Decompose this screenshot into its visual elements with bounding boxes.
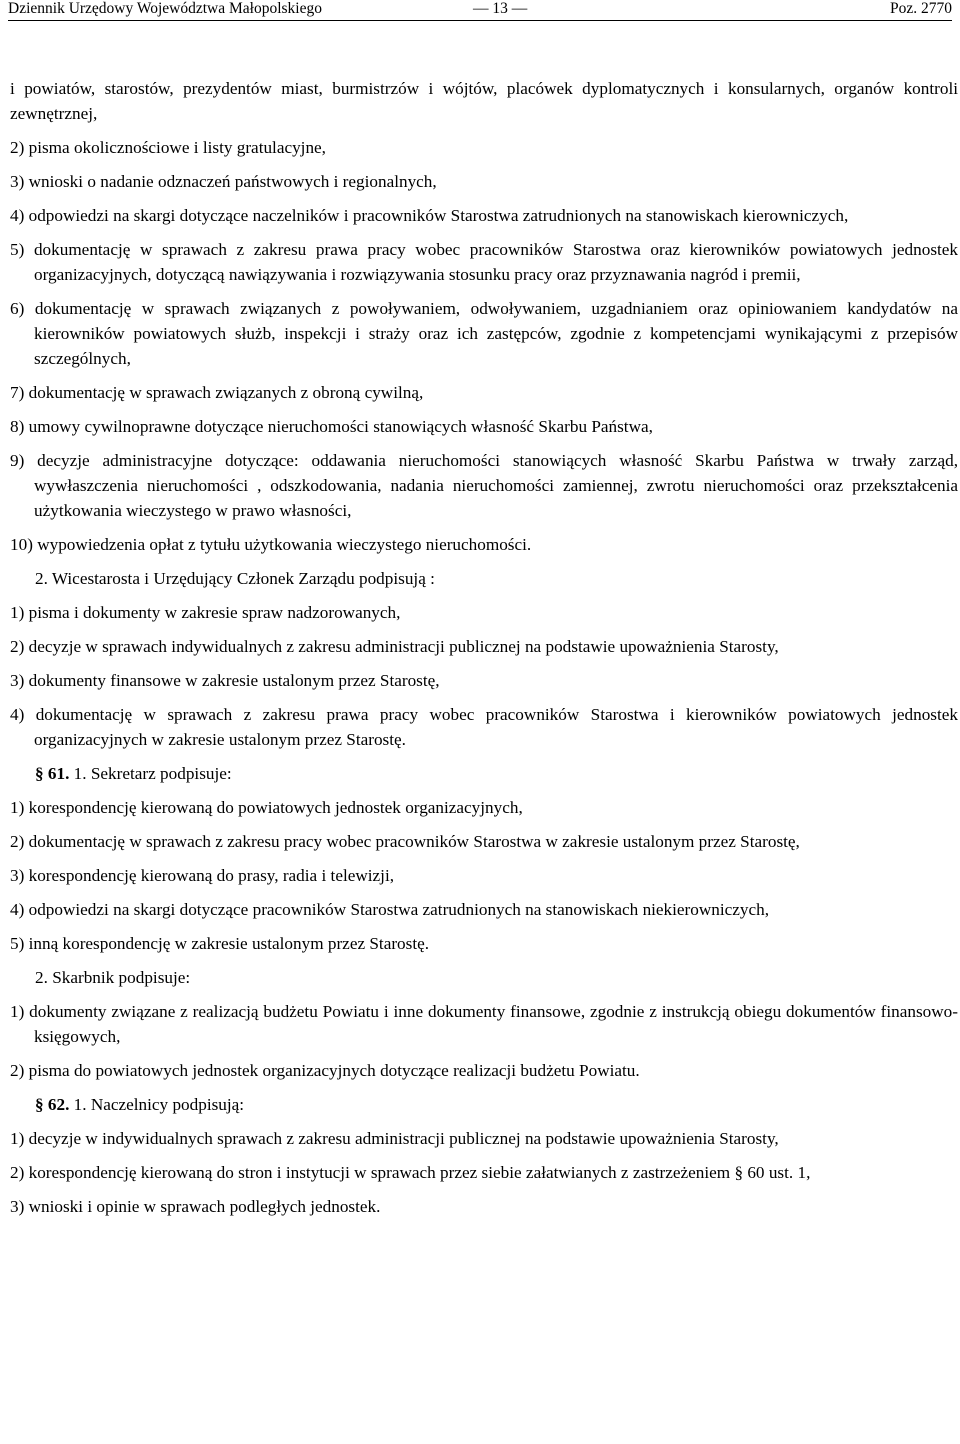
list-item: 5) inną korespondencję w zakresie ustalonym przez Starostę. — [10, 934, 430, 953]
list-item: 2) pisma okolicznościowe i listy gratulacyjne, — [10, 138, 326, 157]
list-item: 8) umowy cywilnoprawne dotyczące nieruchomości stanowiących własność Skarbu Państwa, — [10, 417, 653, 436]
list-item: 3) dokumenty finansowe w zakresie ustalonym przez Starostę, — [10, 671, 440, 690]
list-item: 1) dokumenty związane z realizacją budżetu Powiatu i inne dokumenty finansowe, zgodnie z instrukcją obiegu dokumentów finansowo-księgowych, — [10, 1002, 958, 1046]
section-text: 1. Naczelnicy podpisują: — [73, 1095, 245, 1114]
page-header — [8, 0, 952, 21]
list-item: 3) korespondencję kierowaną do prasy, radia i telewizji, — [10, 866, 395, 885]
list-item: 7) dokumentację w sprawach związanych z obroną cywilną, — [10, 383, 424, 402]
list-item: 1) korespondencję kierowaną do powiatowych jednostek organizacyjnych, — [10, 798, 523, 817]
list-item: 4) odpowiedzi na skargi dotyczące naczelników i pracowników Starostwa zatrudnionych na stanowiskach kierowniczych, — [10, 206, 849, 225]
journal-title: Dziennik Urzędowy Województwa Małopolskiego — [8, 0, 322, 17]
section-number: § 62. — [35, 1095, 70, 1114]
section-62-heading — [10, 1092, 958, 1117]
list-item: 2) decyzje w sprawach indywidualnych z zakresu administracji publicznej na podstawie upoważnienia Starosty, — [10, 637, 779, 656]
document-body — [10, 76, 958, 1228]
list-item: 2) korespondencję kierowaną do stron i instytucji w sprawach przez siebie załatwianych z zastrzeżeniem § 60 ust. 1, — [10, 1163, 811, 1182]
list-item: 2) dokumentację w sprawach z zakresu pracy wobec pracowników Starostwa w zakresie ustalonym przez Starostę, — [10, 832, 800, 851]
list-item: 2) pisma do powiatowych jednostek organizacyjnych dotyczące realizacji budżetu Powiatu. — [10, 1061, 640, 1080]
section-paragraph: 2. Wicestarosta i Urzędujący Członek Zarządu podpisują : — [35, 569, 435, 588]
list-item: 9) decyzje administracyjne dotyczące: oddawania nieruchomości stanowiących własność Skarbu Państwa w trwały zarząd, wywłaszczenia nieruchomości , odszkodowania, nadania nieruchomości zamiennej, zwrotu nieruchomości oraz przekształcenia użytkowania wieczystego w prawo własności, — [10, 451, 958, 520]
list-item: 3) wnioski o nadanie odznaczeń państwowych i regionalnych, — [10, 172, 437, 191]
section-number: § 61. — [35, 764, 70, 783]
list-item: 4) odpowiedzi na skargi dotyczące pracowników Starostwa zatrudnionych na stanowiskach niekierowniczych, — [10, 900, 770, 919]
position-number: Poz. 2770 — [890, 0, 952, 17]
section-paragraph: 2. Skarbnik podpisuje: — [35, 968, 191, 987]
list-item: 6) dokumentację w sprawach związanych z powoływaniem, odwoływaniem, uzgadnianiem oraz opiniowaniem kandydatów na kierowników powiatowych służb, inspekcji i straży oraz ich zastępców, zgodnie z kompetencjami wynikającymi z przepisów szczególnych, — [10, 299, 958, 368]
section-text: 1. Sekretarz podpisuje: — [73, 764, 232, 783]
list-item: 5) dokumentację w sprawach z zakresu prawa pracy wobec pracowników Starostwa oraz kierowników powiatowych jednostek organizacyjnych, dotyczącą nawiązywania i rozwiązywania stosunku pracy oraz przyznawania nagród i premii, — [10, 240, 958, 284]
list-item: 4) dokumentację w sprawach z zakresu prawa pracy wobec pracowników Starostwa i kierowników powiatowych jednostek organizacyjnych w zakresie ustalonym przez Starostę. — [10, 705, 958, 749]
section-61-heading — [10, 761, 958, 786]
paragraph-continuation: i powiatów, starostów, prezydentów miast, burmistrzów i wójtów, placówek dyplomatycznych i konsularnych, organów kontroli zewnętrznej, — [10, 79, 958, 123]
list-item: 3) wnioski i opinie w sprawach podległych jednostek. — [10, 1197, 381, 1216]
list-item: 10) wypowiedzenia opłat z tytułu użytkowania wieczystego nieruchomości. — [10, 535, 532, 554]
page-number: — 13 — — [473, 0, 528, 17]
list-item: 1) pisma i dokumenty w zakresie spraw nadzorowanych, — [10, 603, 401, 622]
list-item: 1) decyzje w indywidualnych sprawach z zakresu administracji publicznej na podstawie upoważnienia Starosty, — [10, 1129, 779, 1148]
